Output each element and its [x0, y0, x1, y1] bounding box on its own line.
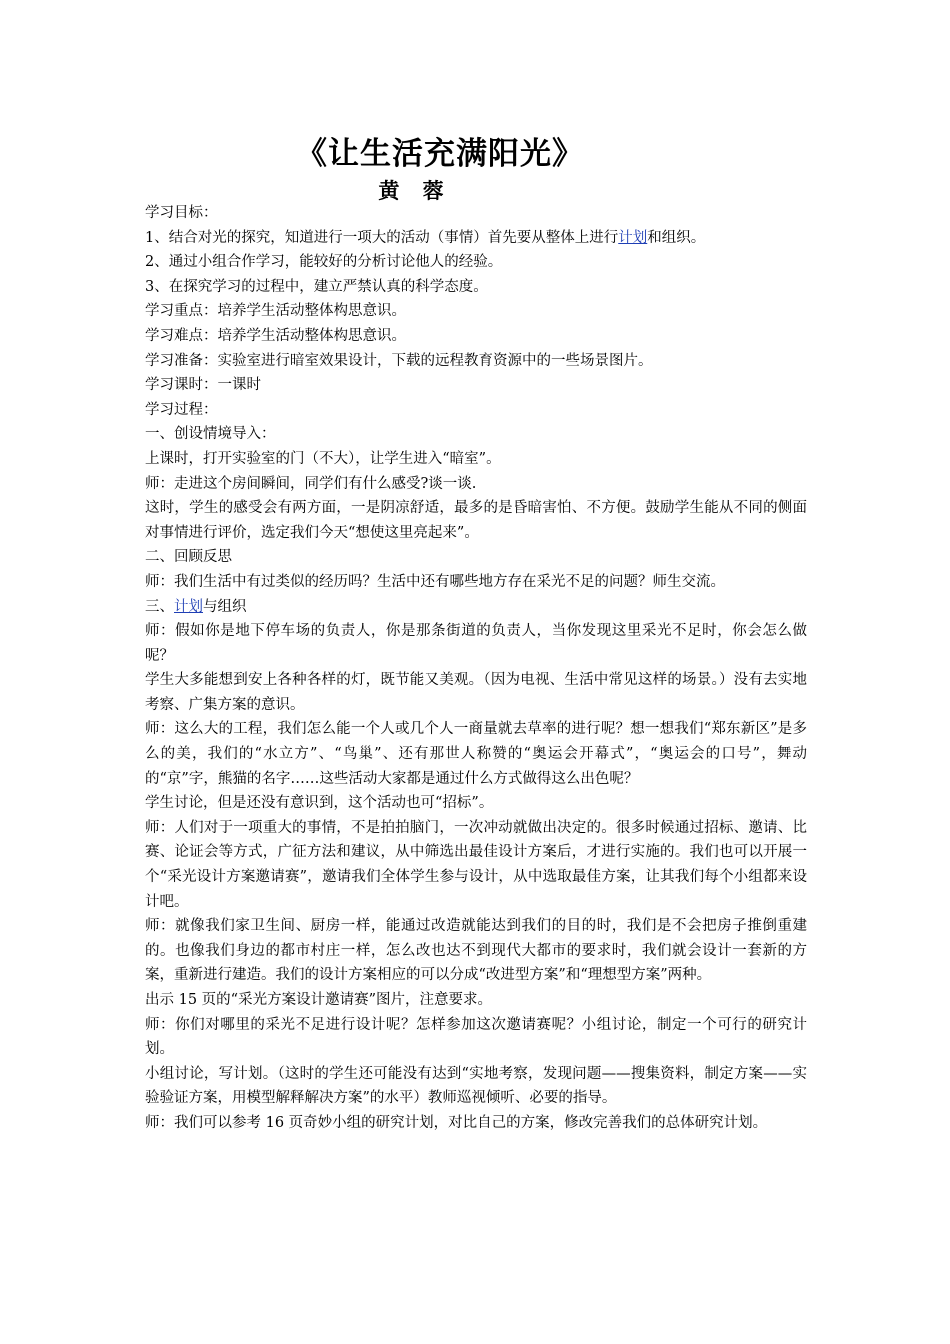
paragraph: 师：走进这个房间瞬间，同学们有什么感受?谈一谈.: [145, 475, 477, 492]
document-body: [145, 201, 807, 1136]
paragraph: 师：这么大的工程，我们怎么能一个人或几个人一商量就去草率的进行呢？想一想我们“郑东新区”是多么的美，我们的“水立方”、“鸟巢”、还有那世人称赞的“奥运会开幕式”，“奥运会的口号”，舞动的“京”字，熊猫的名字……这些活动大家都是通过什么方式做得这么出色呢？: [145, 721, 807, 787]
paragraph: 学生大多能想到安上各种各样的灯，既节能又美观。（因为电视、生活中常见这样的场景。）没有去实地考察、广集方案的意识。: [145, 672, 807, 713]
plan-link[interactable]: 计划: [174, 598, 203, 615]
paragraph: 师：我们生活中有过类似的经历吗？生活中还有哪些地方存在采光不足的问题？师生交流。: [145, 573, 725, 590]
paragraph: 学生讨论，但是还没有意识到，这个活动也可“招标”。: [145, 795, 494, 812]
paragraph: 上课时，打开实验室的门（不大），让学生进入“暗室”。: [145, 450, 501, 467]
paragraph: 师：你们对哪里的采光不足进行设计呢？怎样参加这次邀请赛呢？小组讨论，制定一个可行的研究计划。: [145, 1016, 807, 1058]
paragraph: 学习过程：: [145, 401, 218, 418]
paragraph: 出示 15 页的“采光方案设计邀请赛”图片，注意要求。: [145, 992, 492, 1008]
paragraph-text: 1、结合对光的探究，知道进行一项大的活动（事情）首先要从整体上进行: [145, 229, 619, 246]
paragraph: 小组讨论，写计划。（这时的学生还可能没有达到“实地考察，发现问题——搜集资料，制定方案——实验验证方案，用模型解释解决方案”的水平）教师巡视倾听、必要的指导。: [145, 1065, 807, 1107]
document-title: 《让生活充满阳光》: [296, 136, 584, 172]
plan-link[interactable]: 计划: [618, 229, 648, 246]
section-heading: 二、回顾反思: [145, 549, 232, 566]
paragraph: 这时，学生的感受会有两方面，一是阴凉舒适，最多的是昏暗害怕、不方便。鼓励学生能从不同的侧面对事情进行评价，选定我们今天“想使这里亮起来”。: [145, 500, 807, 541]
paragraph: 学习课时：一课时: [145, 377, 261, 394]
paragraph-text: 与组织: [203, 598, 247, 615]
paragraph: 3、在探究学习的过程中，建立严禁认真的科学态度。: [145, 278, 488, 295]
paragraph: 学习目标：: [145, 205, 218, 221]
section-heading-with-link: [145, 595, 807, 620]
paragraph-text: 和组织。: [647, 229, 706, 246]
paragraph: 师：我们可以参考 16 页奇妙小组的研究计划，对比自己的方案，修改完善我们的总体研究计划。: [145, 1114, 768, 1131]
paragraph: 学习难点：培养学生活动整体构思意识。: [145, 327, 406, 344]
paragraph: 师：人们对于一项重大的事情，不是拍拍脑门，一次冲动就做出决定的。很多时候通过招标、邀请、比赛、论证会等方式，广征方法和建议，从中筛选出最佳设计方案后，才进行实施的。我们也可以开展一个“采光设计方案邀请赛”，邀请我们全体学生参与设计，从中选取最佳方案，让其我们每个小组都来设计吧。: [145, 819, 807, 910]
paragraph-with-link: [145, 226, 807, 251]
paragraph: 师：就像我们家卫生间、厨房一样，能通过改造就能达到我们的目的时，我们是不会把房子推倒重建的。也像我们身边的都市村庄一样，怎么改也达不到现代大都市的要求时，我们就会设计一套新的方案，重新进行建造。我们的设计方案相应的可以分成“改进型方案”和“理想型方案”两种。: [145, 918, 807, 984]
paragraph: 学习准备：实验室进行暗室效果设计，下载的远程教育资源中的一些场景图片。: [145, 352, 653, 369]
author-name: 黄 蓉: [378, 179, 452, 203]
paragraph: 师：假如你是地下停车场的负责人，你是那条街道的负责人，当你发现这里采光不足时，你会怎么做呢？: [145, 623, 807, 664]
paragraph: 学习重点：培养学生活动整体构思意识。: [145, 303, 406, 320]
paragraph-text: 三、: [145, 598, 174, 615]
paragraph: 2、通过小组合作学习，能较好的分析讨论他人的经验。: [145, 254, 503, 271]
section-heading: 一、创设情境导入：: [145, 426, 276, 443]
